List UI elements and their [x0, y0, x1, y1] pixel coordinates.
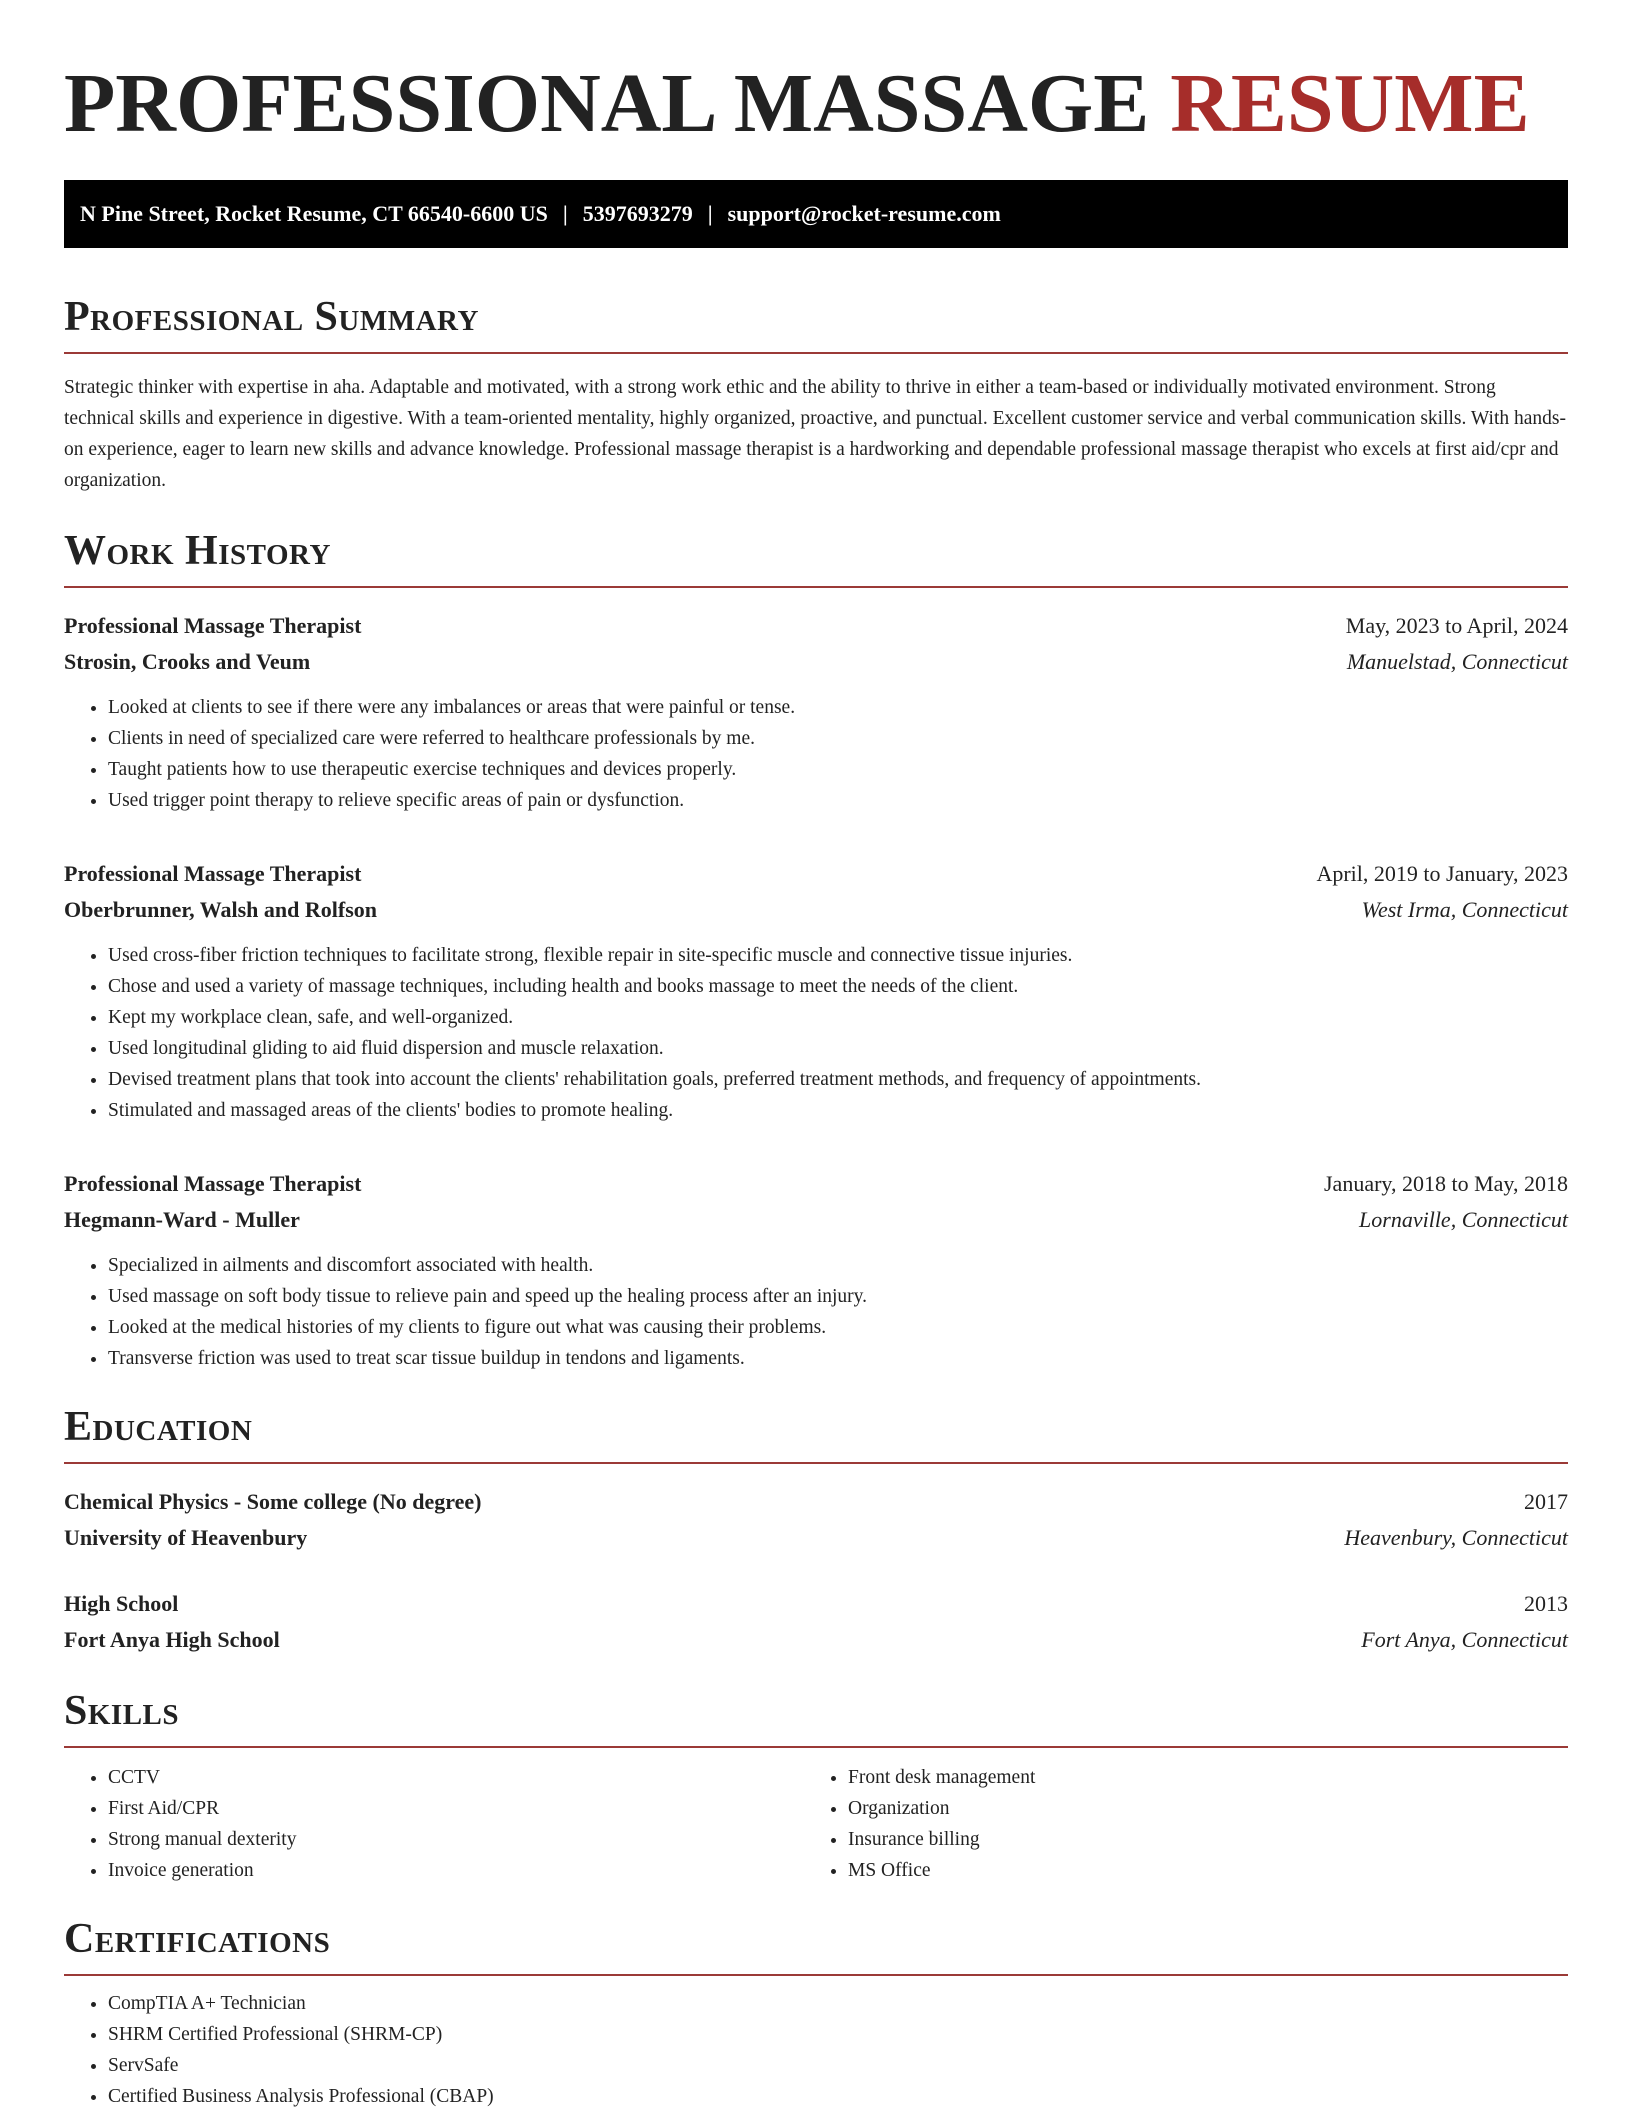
job-title-row: [64, 608, 1568, 644]
contact-address: N Pine Street, Rocket Resume, CT 66540-6600 US: [80, 201, 548, 226]
contact-email: support@rocket-resume.com: [727, 201, 1001, 226]
skill-item: • First Aid/CPR: [108, 1793, 804, 1824]
job-bullet: • Stimulated and massaged areas of the clients' bodies to promote healing.: [108, 1095, 1568, 1126]
skill-item: • CCTV: [108, 1762, 804, 1793]
job-bullets: [64, 1250, 1568, 1374]
job-bullet: • Used longitudinal gliding to aid fluid dispersion and muscle relaxation.: [108, 1033, 1568, 1064]
job-title-row: [64, 1166, 1568, 1202]
skill-item: • Strong manual dexterity: [108, 1824, 804, 1855]
skills-list-right: [804, 1762, 1544, 1886]
job-bullet: • Used trigger point therapy to relieve specific areas of pain or dysfunction.: [108, 785, 1568, 816]
resume-page: [64, 0, 1568, 2112]
skill-item: • Organization: [848, 1793, 1544, 1824]
job-bullet: • Specialized in ailments and discomfort associated with health.: [108, 1250, 1568, 1281]
job-entry: [64, 856, 1568, 1126]
certifications-heading: Certifications: [64, 1918, 1568, 1976]
job-bullets: [64, 940, 1568, 1126]
education-school: University of Heavenbury: [64, 1525, 308, 1550]
title-accent: RESUME: [1170, 57, 1530, 150]
job-title: Professional Massage Therapist: [64, 861, 362, 886]
education-year: 2013: [1524, 1591, 1568, 1616]
education-school-row: [64, 1622, 1568, 1658]
summary-text: Strategic thinker with expertise in aha. Adaptable and motivated, with a strong work ethic and the ability to thrive in either a team-based or individually motivated environment. Strong technical skills and experience in digestive. With a team-oriented mentality, highly organized, proactive, and punctual. Excellent customer service and verbal communication skills. With hands-on experience, eager to learn new skills and advance knowledge. Professional massage therapist is a hardworking and dependable professional massage therapist who excels at first aid/cpr and organization.: [64, 377, 1566, 491]
education-degree: Chemical Physics - Some college (No degree): [64, 1489, 482, 1514]
skill-item: • Front desk management: [848, 1762, 1544, 1793]
certification-item: • Certified Business Analysis Professional (CBAP): [108, 2081, 1568, 2112]
education-degree: High School: [64, 1591, 179, 1616]
job-entry: [64, 1166, 1568, 1374]
job-bullet: • Devised treatment plans that took into account the clients' rehabilitation goals, preferred treatment methods, and frequency of appointments.: [108, 1064, 1568, 1095]
skills-heading: Skills: [64, 1690, 1568, 1748]
job-bullet: • Chose and used a variety of massage techniques, including health and books massage to meet the needs of the client.: [108, 971, 1568, 1002]
job-company: Oberbrunner, Walsh and Rolfson: [64, 897, 377, 922]
education-location: Fort Anya, Connecticut: [1361, 1627, 1568, 1652]
skills-grid: [64, 1762, 1568, 1886]
education-degree-row: [64, 1586, 1568, 1622]
skills-list-left: [64, 1762, 804, 1886]
job-company-row: [64, 892, 1568, 928]
skill-item: • Insurance billing: [848, 1824, 1544, 1855]
contact-bar: [64, 180, 1568, 248]
job-bullet: • Kept my workplace clean, safe, and well-organized.: [108, 1002, 1568, 1033]
certification-item: • CompTIA A+ Technician: [108, 1988, 1568, 2019]
job-bullets: [64, 692, 1568, 816]
certification-item: • ServSafe: [108, 2050, 1568, 2081]
job-location: Manuelstad, Connecticut: [1346, 649, 1568, 674]
title-main: PROFESSIONAL MASSAGE: [64, 57, 1150, 150]
education-entry: [64, 1484, 1568, 1556]
job-bullet: • Taught patients how to use therapeutic exercise techniques and devices properly.: [108, 754, 1568, 785]
skill-item: • MS Office: [848, 1855, 1544, 1886]
job-dates: May, 2023 to April, 2024: [1345, 613, 1568, 638]
education-school: Fort Anya High School: [64, 1627, 280, 1652]
certification-item: • SHRM Certified Professional (SHRM-CP): [108, 2019, 1568, 2050]
education-entry: [64, 1586, 1568, 1658]
job-dates: January, 2018 to May, 2018: [1324, 1171, 1568, 1196]
job-bullet: • Looked at clients to see if there were any imbalances or areas that were painful or tense.: [108, 692, 1568, 723]
job-bullet: • Looked at the medical histories of my clients to figure out what was causing their problems.: [108, 1312, 1568, 1343]
job-title: Professional Massage Therapist: [64, 613, 362, 638]
contact-separator: |: [562, 201, 568, 226]
job-company: Strosin, Crooks and Veum: [64, 649, 311, 674]
work-history-heading: Work History: [64, 530, 1568, 588]
job-company-row: [64, 644, 1568, 680]
skill-item: • Invoice generation: [108, 1855, 804, 1886]
education-heading: Education: [64, 1406, 1568, 1464]
education-location: Heavenbury, Connecticut: [1344, 1525, 1568, 1550]
job-bullet: • Used cross-fiber friction techniques to facilitate strong, flexible repair in site-specific muscle and connective tissue injuries.: [108, 940, 1568, 971]
contact-phone: 5397693279: [582, 201, 693, 226]
education-degree-row: [64, 1484, 1568, 1520]
job-title-row: [64, 856, 1568, 892]
contact-separator: |: [707, 201, 713, 226]
job-title: Professional Massage Therapist: [64, 1171, 362, 1196]
job-bullet: • Clients in need of specialized care were referred to healthcare professionals by me.: [108, 723, 1568, 754]
job-entry: [64, 608, 1568, 816]
education-year: 2017: [1524, 1489, 1568, 1514]
job-location: West Irma, Connecticut: [1361, 897, 1568, 922]
job-bullet: • Transverse friction was used to treat scar tissue buildup in tendons and ligaments.: [108, 1343, 1568, 1374]
resume-title: [64, 57, 1568, 150]
certifications-list: [64, 1988, 1568, 2112]
job-company-row: [64, 1202, 1568, 1238]
job-company: Hegmann-Ward - Muller: [64, 1207, 300, 1232]
education-school-row: [64, 1520, 1568, 1556]
job-bullet: • Used massage on soft body tissue to relieve pain and speed up the healing process after an injury.: [108, 1281, 1568, 1312]
summary-heading: Professional Summary: [64, 296, 1568, 354]
job-dates: April, 2019 to January, 2023: [1316, 861, 1568, 886]
job-location: Lornaville, Connecticut: [1359, 1207, 1568, 1232]
